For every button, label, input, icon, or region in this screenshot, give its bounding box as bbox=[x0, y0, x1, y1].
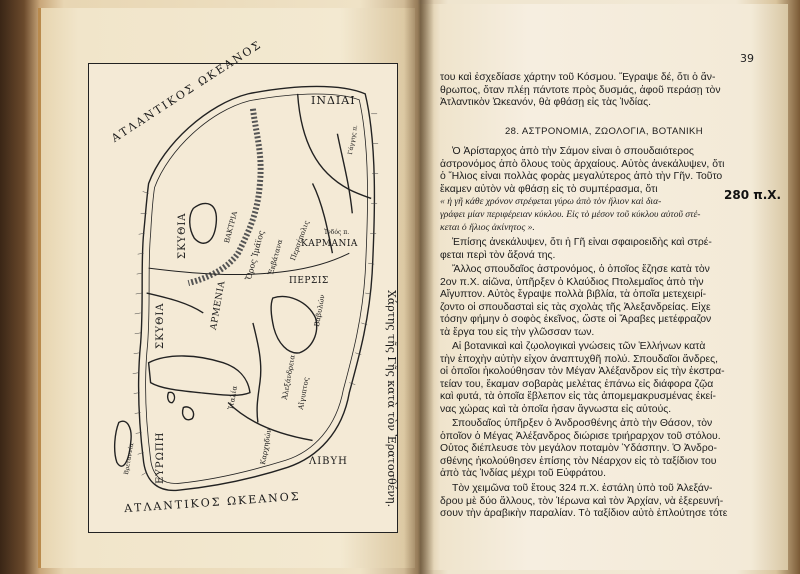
text-line: φεται περὶ τὸν ἄξονά της. bbox=[440, 249, 556, 261]
map-label-oros-imaios: Ὄρος Ἰμάϊος bbox=[244, 229, 266, 282]
book-spine bbox=[404, 0, 434, 574]
text-line: ἔκαμεν αὐτὸν νὰ φθάσῃ εἰς τὸ συμπέρασμα, ὅτι bbox=[440, 183, 658, 195]
text-line: οἱ ὁποῖοι ἠκολούθησαν τὸν Μέγαν Ἀλέξανδρον εἰς τὴν ἐκστρα- bbox=[440, 366, 725, 378]
text-line: Σπουδαῖος ὑπῆρξεν ὁ Ἀνδροσθένης ἀπὸ τὴν Θάσον, τὸν bbox=[452, 418, 713, 429]
map-label-skythia-top: ΣΚΥΘΙΑ bbox=[177, 212, 188, 259]
text-line: Ἀτλαντικὸν Ὠκεανόν, θὰ φθάσῃ εἰς τὰς Ἰνδίας. bbox=[440, 97, 652, 109]
text-line: Ἐπίσης ἀνεκάλυψεν, ὅτι ἡ Γῆ εἶναι σφαιροειδὴς καὶ στρέ- bbox=[452, 237, 712, 248]
text-line: ζοντο οἱ σπουδασταὶ εἰς τὰς σχολὰς τῆς Ἀλεξανδρείας. Εἶχε bbox=[440, 301, 711, 313]
map-label-karchedon: Καρχηδών bbox=[259, 427, 274, 466]
paragraph-ptolemaios bbox=[440, 264, 768, 340]
text-line: δρου μὲ δύο ἄλλους, τὸν Ἱέρωνα καὶ τὸν Ἀρχίαν, νὰ ἐξερευνή- bbox=[440, 495, 724, 507]
text-line: Ὁ Ἀρίσταρχος ἀπὸ τὴν Σάμον εἶναι ὁ σπουδαιότερος bbox=[452, 146, 694, 157]
year-note: 280 π.Χ. bbox=[724, 188, 782, 202]
map-label-ocean-top: ΑΤΛΑΝΤΙΚΟΣ ΩΚΕΑΝΟΣ bbox=[109, 37, 265, 145]
map-label-libya: ΛΙΒΥΗ bbox=[309, 456, 348, 467]
paragraph-earth-sphere bbox=[440, 237, 768, 262]
map-label-india: ΙΝΔΙΑΙ bbox=[311, 94, 356, 107]
text-line: νας χώρας καὶ τὰ ὁποῖα ἦσαν ἄγνωστα εἰς αὐτούς. bbox=[440, 403, 672, 415]
text-line: του καὶ ἐσχεδίασε χάρτην τοῦ Κόσμου. Ἔγραψε δέ, ὅτι ὁ ἄν- bbox=[440, 72, 716, 83]
map-label-armenia: ΑΡΜΕΝΙΑ bbox=[209, 279, 228, 331]
text-line: Αἱ βοτανικαὶ καὶ ζῳολογικαὶ γνώσεις τῶν Ἑλλήνων κατὰ bbox=[452, 341, 706, 352]
eratosthenes-map bbox=[88, 37, 398, 533]
text-line: θρωπος, ὅταν πλέῃ πάντοτε πρὸς δυσμάς, ἀφοῦ περάσῃ τὸν bbox=[440, 84, 721, 96]
map-label-alexandreia: Ἀλεξάνδρεια bbox=[281, 354, 297, 401]
paragraph-arabian-coast bbox=[440, 483, 768, 521]
text-line: Τὸν χειμῶνα τοῦ ἔτους 324 π.Χ. ἐστάλη ὑπὸ τοῦ Ἀλεξάν- bbox=[452, 483, 713, 494]
text-line: τὴν ἐποχὴν αὐτὴν εἶχον ἀναπτυχθῆ πολύ. Σπουδαῖοι ἄνδρες, bbox=[440, 353, 719, 365]
map-label-ekbatana: Ἐκβάτανα bbox=[267, 238, 285, 277]
map-label-italia: Ἰταλία bbox=[227, 385, 240, 411]
map-caption: Χάρτης τῆς Γῆς κατὰ τὸν Ἐρατοσθένη. bbox=[385, 290, 398, 508]
text-line: τὰ ἔργα του εἰς τὴν γλῶσσαν των. bbox=[440, 326, 595, 338]
text-line: ὁποῖον ὁ Μέγας Ἀλέξανδρος διώρισε τριήραρχον τοῦ στόλου. bbox=[440, 430, 721, 442]
map-label-babylon: Βαβυλών bbox=[313, 293, 327, 328]
paragraph-botany-zoology bbox=[440, 341, 768, 417]
page-number: 39 bbox=[740, 52, 754, 65]
map-label-indos: Ἰνδός π. bbox=[324, 229, 350, 236]
text-line: 2ον π.Χ. αἰῶνα, ὑπῆρξεν ὁ Κλαύδιος Πτολεμαῖος ἀπὸ τὴν bbox=[440, 276, 704, 288]
text-line: κεται ὁ ἥλιος ἀκίνητος ». bbox=[440, 221, 535, 233]
section-heading: 28. ΑΣΤΡΟΝΟΜΙΑ, ΖΩΟΛΟΓΙΑ, ΒΟΤΑΝΙΚΗ bbox=[504, 126, 704, 137]
text-line: τείαν του, ἔκαμαν σοβαρὰς μελέτας ἐπάνω εἰς διάφορα ζῷα bbox=[440, 378, 714, 390]
text-line: τόσην φήμην ὁ σοφὸς ἐκεῖνος, ὥστε οἱ Ἄραβες μετέφραζον bbox=[440, 314, 712, 326]
map-label-ocean-bottom: ΑΤΛΑΝΤΙΚΟΣ ΩΚΕΑΝΟΣ bbox=[123, 489, 301, 516]
text-line: « ἡ γῆ κάθε χρόνον στρέφεται γύρω ἀπὸ τὸν ἥλιον καὶ δια- bbox=[440, 196, 662, 208]
paragraph-androsthenes bbox=[440, 418, 768, 481]
text-line: Ἄλλος σπουδαῖος ἀστρονόμος, ὁ ὁποῖος ἔζησε κατὰ τὸν bbox=[452, 264, 710, 275]
text-line: γράφει μίαν περιφέρειαν κύκλου. Εἰς τὸ μέσον τοῦ κύκλου αὐτοῦ στέ- bbox=[440, 208, 701, 220]
text-line: Αἴγυπτον. Αὐτὸς ἔγραψε πολλὰ βιβλία, τὰ ὁποῖα μετεχειρί- bbox=[440, 289, 707, 301]
text-line: σθένης ἠκολούθησεν ἐπίσης τὸν Νέαρχον εἰς τὸ ταξίδιον του bbox=[440, 455, 717, 467]
map-label-persepolis: Περσέπολις bbox=[289, 219, 311, 262]
paragraph-aristarchos bbox=[440, 146, 768, 234]
map-label-persis: ΠΕΡΣΙΣ bbox=[289, 276, 329, 286]
map-label-karmania: ΚΑΡΜΑΝΙΑ bbox=[301, 239, 358, 249]
map-label-europe: ΕΥΡΩΠΗ bbox=[155, 431, 166, 484]
text-line: καὶ φυτά, τὰ ὁποῖα ἔβλεπον εἰς τὰς ἀπομεμακρυσμένας ἐκεί- bbox=[440, 391, 716, 403]
text-line: ὁ Ἥλιος εἶναι πολλὰς φορὰς μεγαλύτερος ἀπὸ τὴν Γῆν. Τοῦτο bbox=[440, 171, 723, 183]
text-line: σουν τὴν ἀραβικὴν παραλίαν. Τὸ ταξίδιον αὐτὸ ἐπλούτησε τότε bbox=[440, 508, 728, 520]
map-label-skythia-left: ΣΚΥΘΙΑ bbox=[155, 302, 166, 349]
intro-paragraph bbox=[440, 72, 768, 110]
text-line: Οὗτος διέπλευσε τὸν μεγάλον ποταμὸν Ὑδάσπην. Ὁ Ἀνδρο- bbox=[440, 443, 717, 455]
map-label-aigyptos: Αἴγυπτος bbox=[297, 376, 311, 411]
text-line: ἀστρονόμος ἀπὸ ὅλους τοὺς ἀρχαίους. Αὐτὸς ἀνεκάλυψεν, ὅτι bbox=[440, 158, 725, 170]
map-label-britannia: Βρεταννία bbox=[123, 442, 136, 476]
map-label-gangis: Γάγγης π. bbox=[347, 124, 360, 156]
text-line: ἀπὸ τὰς Ἰνδίας μέχρι τοῦ Εὐφράτου. bbox=[440, 468, 606, 480]
map-label-baktria: ΒΑΚΤΡΙΑ bbox=[223, 210, 240, 245]
